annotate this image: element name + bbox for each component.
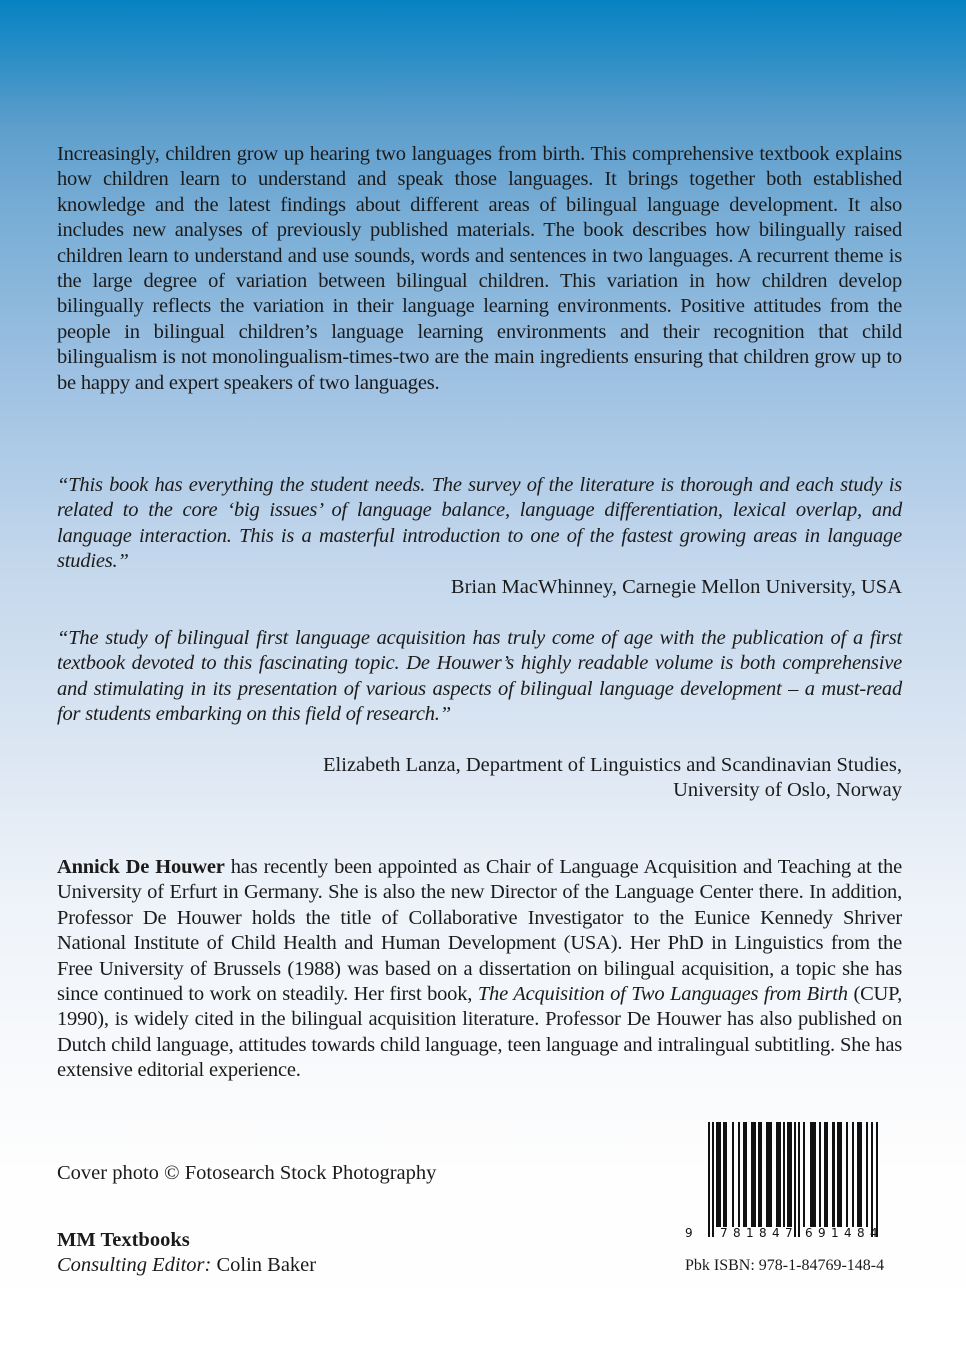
endorsement-attribution: Brian MacWhinney, Carnegie Mellon University, USA [450, 575, 902, 598]
consulting-editor [57, 1253, 316, 1278]
barcode-digit: 7 [720, 1226, 728, 1240]
barcode-bars [706, 1122, 884, 1234]
barcode-digit: 4 [772, 1226, 780, 1240]
barcode-digit: 1 [831, 1226, 839, 1240]
barcode-digit: 6 [805, 1226, 813, 1240]
description-text: Increasingly, children grow up hearing two languages from birth. This comprehensive textbook explains how children learn to understand and speak those languages. It brings together both established knowledge and the latest findings about different areas of bilingual language development. It also includes new analyses of previously published materials. The book describes how bilingually raised children learn to understand and use sounds, words and sentences in two languages. A recurrent theme is the large degree of variation between bilingual children. This variation in how children develop bilingually reflects the variation in their language learning environments. Positive attitudes from the people in bilingual children’s language learning environments and their recognition that child bilingualism is not monolingualism-times-two are the main ingredients ensuring that children grow up to be happy and expert speakers of two languages. [57, 143, 902, 394]
editor-name: Colin Baker [211, 1254, 317, 1276]
endorsement-quote: “The study of bilingual first language acquisition has truly come of age with the publication of a first textbook devoted to this fascinating topic. De Houwer’s highly readable volume is both comprehensive and stimulating in its presentation of various aspects of bilingual language development – a must-read for students embarking on this field of research.” [57, 627, 902, 726]
barcode-digit: 7 [785, 1226, 793, 1240]
barcode-digit: 4 [844, 1226, 852, 1240]
endorsement-quote: “This book has everything the student needs. The survey of the literature is thorough and each study is related to the core ‘big issues’ of language balance, language differentiation, lexical overlap, and language interaction. This is a masterful introduction to one of the fastest growing areas in language studies.” [57, 474, 902, 573]
barcode-digit: 8 [857, 1226, 865, 1240]
barcode-lead-digit: 9 [685, 1226, 693, 1240]
barcode-digit: 8 [733, 1226, 741, 1240]
author-bio [57, 855, 902, 1084]
endorsement-2 [57, 626, 902, 803]
editor-label: Consulting Editor: [57, 1254, 212, 1276]
isbn-label: Pbk ISBN: 978-1-84769-148-4 [685, 1257, 885, 1274]
endorsement-1 [57, 473, 902, 600]
series-name: MM Textbooks [57, 1229, 190, 1251]
barcode-digit: 1 [746, 1226, 754, 1240]
bio-text-part-1: has recently been appointed as Chair of Language Acquisition and Teaching at the University of Erfurt in Germany. She is also the new Director of the Language Center there. In addition, Professor De Houwer holds the title of Collaborative Investigator to the Eunice Kennedy Shriver National Institute of Child Health and Human Development (USA). Her PhD in Linguistics from the Free University of Brussels (1988) was based on a dissertation on bilingual acquisition, a topic she has since continued to work on steadily. Her first book, [57, 856, 902, 1006]
barcode-digit: 8 [759, 1226, 767, 1240]
bio-text-part-2: (CUP, 1990), is widely cited in the bilingual acquisition literature. Professor De Houwer has also published on Dutch child language, attitudes towards child language, teen language and intralingual subtitling. She has extensive editorial experience. [57, 983, 903, 1082]
cover-photo-credit: Cover photo © Fotosearch Stock Photography [57, 1162, 437, 1184]
barcode-digit: 9 [818, 1226, 826, 1240]
endorsement-attribution-line-2: University of Oslo, Norway [673, 779, 902, 802]
book-title: The Acquisition of Two Languages from Birth [477, 983, 848, 1006]
author-bio-text [57, 855, 902, 1084]
book-description [57, 142, 902, 396]
author-name: Annick De Houwer [57, 856, 225, 878]
barcode-digit: 4 [870, 1226, 878, 1240]
isbn-barcode [680, 1118, 910, 1248]
endorsement-attribution-line-1: Elizabeth Lanza, Department of Linguistics and Scandinavian Studies, [323, 753, 902, 776]
